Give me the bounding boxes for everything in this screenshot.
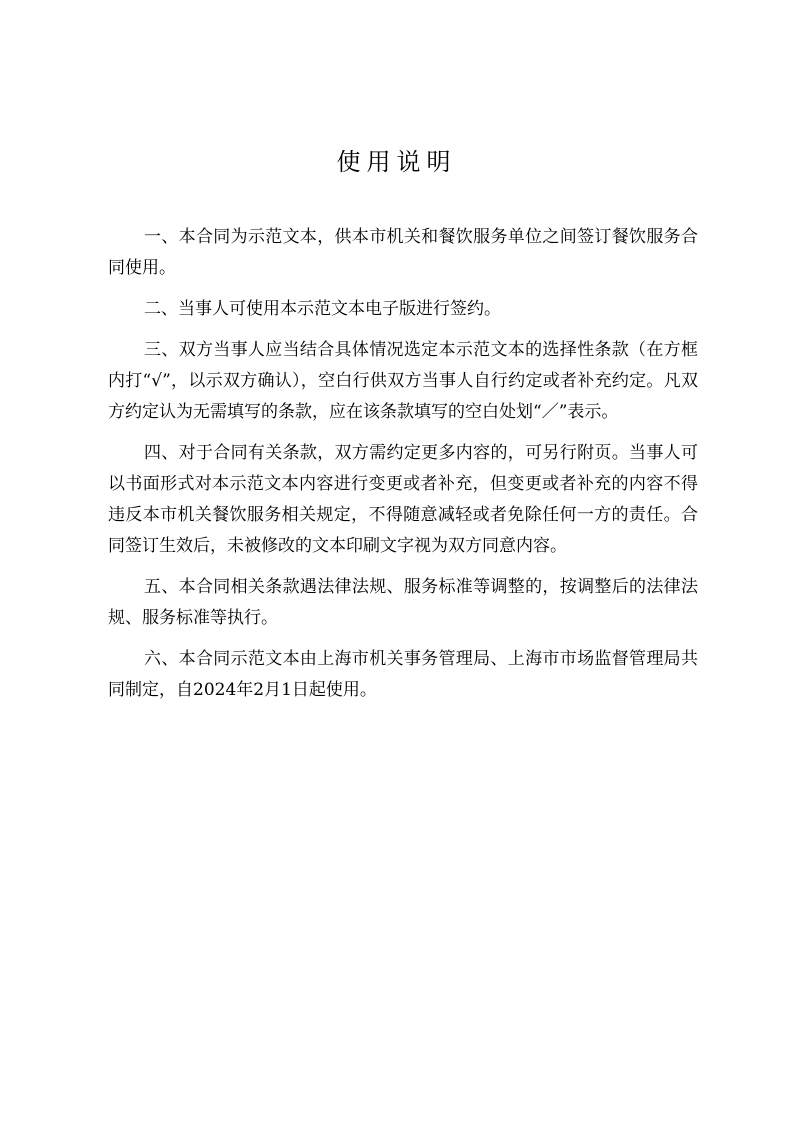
instructions-body (108, 222, 698, 716)
paragraph-2: 二、当事人可使用本示范文本电子版进行签约。 (144, 299, 501, 319)
paragraph-3: 三、双方当事人应当结合具体情况选定本示范文本的选择性条款（在方框内打“√”，以示双方确认），空白行供双方当事人自行约定或者补充约定。凡双方约定认为无需填写的条款，应在该条款填写的空白处划“／”表示。 (108, 340, 698, 422)
paragraph-6: 六、本合同示范文本由上海市机关事务管理局、上海市市场监督管理局共同制定，自2024年2月1日起使用。 (108, 649, 698, 700)
page-title: 使用说明 (336, 148, 457, 176)
paragraph-4: 四、对于合同有关条款，双方需约定更多内容的，可另行附页。当事人可以书面形式对本示范文本内容进行变更或者补充，但变更或者补充的内容不得违反本市机关餐饮服务相关规定，不得随意减轻或者免除任何一方的责任。合同签订生效后，未被修改的文本印刷文字视为双方同意内容。 (108, 443, 698, 556)
paragraph-5: 五、本合同相关条款遇法律法规、服务标准等调整的，按调整后的法律法规、服务标准等执行。 (108, 577, 698, 628)
paragraph-1: 一、本合同为示范文本，供本市机关和餐饮服务单位之间签订餐饮服务合同使用。 (108, 227, 698, 278)
